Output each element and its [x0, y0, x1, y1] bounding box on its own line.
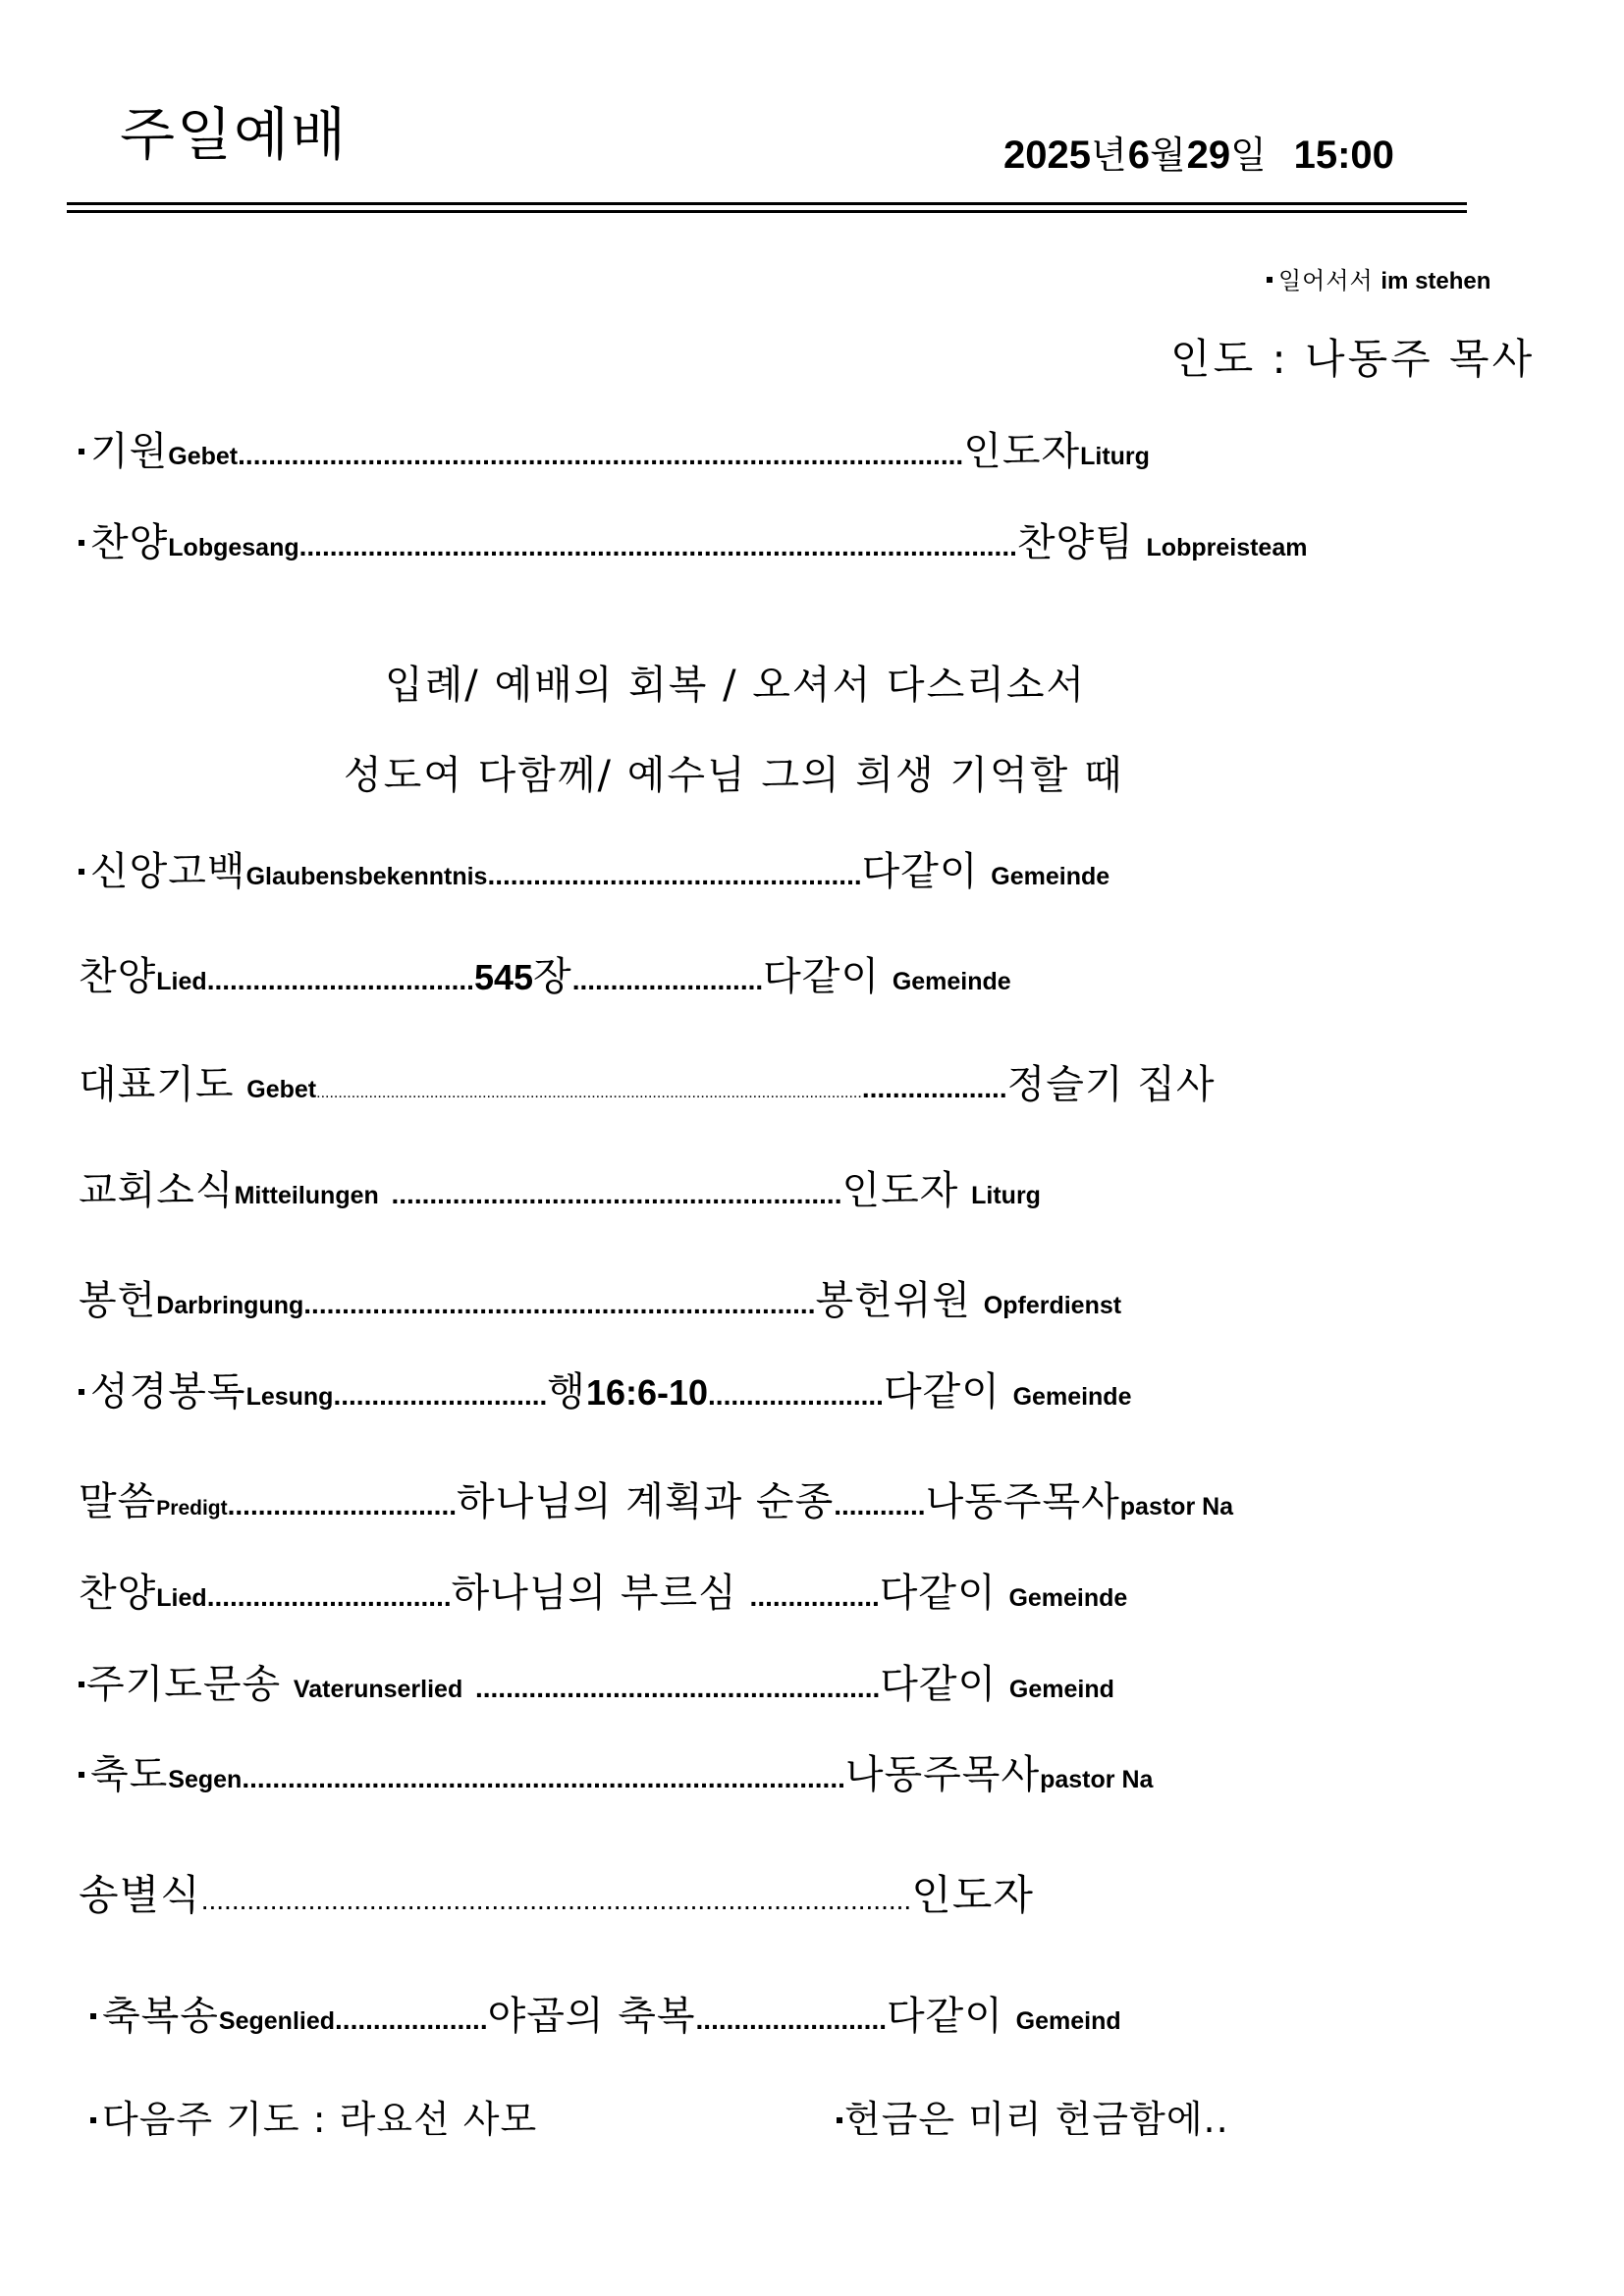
- item-dots: ................................: [206, 1581, 452, 1612]
- song-line-1: 입례/ 예배의 회복 / 오셔서 다스리소서: [385, 663, 1087, 708]
- order-item-chukboksong: [90, 1994, 1121, 2039]
- item-dots: .............................................................................................: [200, 1885, 912, 1915]
- bullet-icon: [79, 449, 84, 454]
- item-dots: ...................................................................: [303, 1289, 816, 1319]
- order-item-chanyang-lobgesang: [79, 520, 1308, 565]
- item-ko: 성경봉독: [90, 1369, 246, 1415]
- date-year-unit: 년: [1090, 133, 1128, 177]
- service-date: [1003, 135, 1394, 175]
- item-who-de: pastor Na: [1040, 1766, 1154, 1793]
- date-year: 2025: [1003, 133, 1091, 177]
- item-de: Lied: [156, 968, 207, 995]
- date-day-unit: 일: [1230, 133, 1268, 177]
- item-dots: ..............................: [227, 1490, 458, 1521]
- order-item-daepyo: [79, 1062, 1216, 1107]
- item-who-ko: 정슬기 집사: [1006, 1062, 1216, 1107]
- item-who-ko: 다같이: [883, 1369, 1001, 1415]
- song-line-2: 성도여 다함께/ 예수님 그의 희생 기억할 때: [344, 753, 1124, 798]
- order-item-chukdo: [79, 1752, 1154, 1797]
- item-who-de: Gemeinde: [1008, 1584, 1128, 1612]
- item-de: Vaterunserlied: [293, 1676, 463, 1703]
- item-ko: 송별식: [79, 1871, 201, 1919]
- standing-note-ko: 일어서서: [1278, 267, 1374, 294]
- bullet-icon: [1267, 277, 1272, 283]
- item-de: Lesung: [245, 1383, 334, 1411]
- item-ko: 축도: [90, 1752, 169, 1797]
- item-dots: ...........................................................: [391, 1179, 842, 1209]
- item-dots: ..............................................................................................: [298, 531, 1017, 561]
- order-item-chanyang-lied-545: [79, 954, 1011, 999]
- item-ko: 봉헌: [79, 1278, 157, 1323]
- item-de: Gebet: [246, 1076, 317, 1103]
- item-who-de: Liturg: [1080, 443, 1150, 470]
- item-dots: ...............................................................................: [242, 1763, 845, 1793]
- item-dots: ...............................................................................................: [238, 440, 964, 470]
- item-de: Predigt: [156, 1497, 228, 1520]
- item-who-de: Gemeind: [1008, 1676, 1114, 1703]
- item-who-de: Gemeinde: [1012, 1383, 1132, 1411]
- item-who-de: Gemeinde: [892, 968, 1011, 995]
- item-who-de: Gemeinde: [991, 863, 1110, 890]
- standing-note: [1267, 269, 1490, 294]
- item-ko: 주기도문송: [86, 1662, 282, 1707]
- order-item-bongheon: [79, 1278, 1122, 1323]
- item-ko: 찬양: [79, 1571, 157, 1616]
- item-who-de: pastor Na: [1119, 1493, 1234, 1521]
- item-dots: .......................: [708, 1380, 884, 1411]
- item-de: Gebet: [168, 443, 239, 470]
- bullet-icon: [79, 1389, 84, 1395]
- item-who-ko: 나동주목사: [844, 1752, 1041, 1797]
- hymn-unit: 장: [533, 954, 572, 999]
- order-item-jugido: [79, 1662, 1114, 1707]
- order-item-sinang: [79, 849, 1110, 894]
- item-dots: ............: [834, 1490, 926, 1521]
- bullet-icon: [837, 2117, 842, 2123]
- item-who-ko: 나동주목사: [925, 1479, 1120, 1524]
- item-ko: 찬양: [90, 520, 169, 565]
- item-ko: 말씀: [79, 1479, 157, 1524]
- date-month-unit: 월: [1149, 133, 1187, 177]
- item-who-ko: 다같이: [880, 1662, 998, 1707]
- bullet-icon: [79, 540, 84, 546]
- item-dots: ...................: [861, 1073, 1007, 1103]
- standing-note-de: im stehen: [1380, 268, 1491, 294]
- item-de: Darbringung: [156, 1292, 304, 1319]
- header-rule-top: [67, 202, 1467, 205]
- header-rule-bottom: [67, 210, 1467, 213]
- item-who-ko: 다같이: [763, 954, 881, 999]
- offering-text: 헌금은 미리 헌금함에..: [844, 2098, 1229, 2141]
- item-dots-small: .............................................................................................................................: [316, 1085, 862, 1101]
- leader-line: 인도 : 나동주 목사: [1170, 335, 1536, 383]
- order-item-giwon: [79, 429, 1150, 474]
- item-who-de: Liturg: [971, 1182, 1041, 1209]
- order-item-chanyang-lied-song: [79, 1571, 1128, 1616]
- order-item-malsseum: [79, 1479, 1234, 1524]
- item-who-ko: 인도자: [841, 1168, 959, 1213]
- item-ko: 축복송: [102, 1994, 219, 2039]
- item-dots: ....................: [335, 2004, 488, 2035]
- item-who-ko: 인도자: [911, 1871, 1034, 1919]
- item-ko: 대표기도: [79, 1062, 235, 1107]
- item-de: Glaubensbekenntnis: [245, 863, 488, 890]
- next-week-prayer-note: [90, 2098, 538, 2141]
- item-dots: .................................................: [487, 860, 862, 890]
- order-item-seonggyeong: [79, 1369, 1132, 1415]
- next-prayer-text: 다음주 기도 : 라요선 사모: [102, 2098, 538, 2141]
- item-de: Lied: [156, 1584, 207, 1612]
- order-item-songbyeol: [79, 1871, 1034, 1919]
- item-who-ko: 다같이: [887, 1994, 1003, 2039]
- item-dots: .........................: [571, 965, 764, 995]
- bullet-icon: [79, 1772, 84, 1778]
- item-who-ko: 찬양팀: [1016, 520, 1134, 565]
- item-who-ko: 다같이: [879, 1571, 997, 1616]
- item-who-ko: 다같이: [861, 849, 979, 894]
- date-time: 15:00: [1293, 133, 1394, 177]
- item-who-ko: 봉헌위원: [815, 1278, 972, 1323]
- bullet-icon: [90, 2117, 96, 2123]
- item-dots: ............................: [333, 1380, 548, 1411]
- song-title: 하나님의 부르심: [451, 1571, 737, 1616]
- scripture-ref: 16:6-10: [585, 1372, 709, 1413]
- bullet-icon: [79, 1682, 84, 1687]
- item-ko: 신앙고백: [90, 849, 246, 894]
- item-de: Mitteilungen: [234, 1182, 379, 1209]
- item-who-de: Opferdienst: [983, 1292, 1122, 1319]
- item-de: Segen: [168, 1766, 243, 1793]
- item-who-de: Gemeind: [1015, 2007, 1121, 2035]
- date-month: 6: [1127, 133, 1150, 177]
- item-who-de: Lobpreisteam: [1146, 534, 1308, 561]
- offering-note: [837, 2098, 1229, 2141]
- bullet-icon: [79, 869, 84, 875]
- bullet-icon: [90, 2013, 96, 2019]
- item-ko: 찬양: [79, 954, 157, 999]
- item-ko: 교회소식: [79, 1168, 235, 1213]
- item-ko: 기원: [90, 429, 169, 474]
- sermon-title: 하나님의 계획과 순종: [457, 1479, 835, 1524]
- song-title: 야곱의 축복: [487, 1994, 696, 2039]
- item-dots: .................: [749, 1581, 880, 1612]
- item-who-ko: 인도자: [963, 429, 1081, 474]
- item-dots: ...................................: [206, 965, 474, 995]
- order-item-gyohoe: [79, 1168, 1041, 1213]
- item-dots: .........................: [695, 2004, 888, 2035]
- scripture-book: 행: [547, 1369, 586, 1415]
- hymn-number: 545: [473, 957, 534, 997]
- date-day: 29: [1186, 133, 1231, 177]
- item-de: Segenlied: [218, 2007, 336, 2035]
- item-de: Lobgesang: [168, 534, 299, 561]
- item-dots: .....................................................: [474, 1673, 881, 1703]
- page-title: 주일예배: [120, 101, 349, 168]
